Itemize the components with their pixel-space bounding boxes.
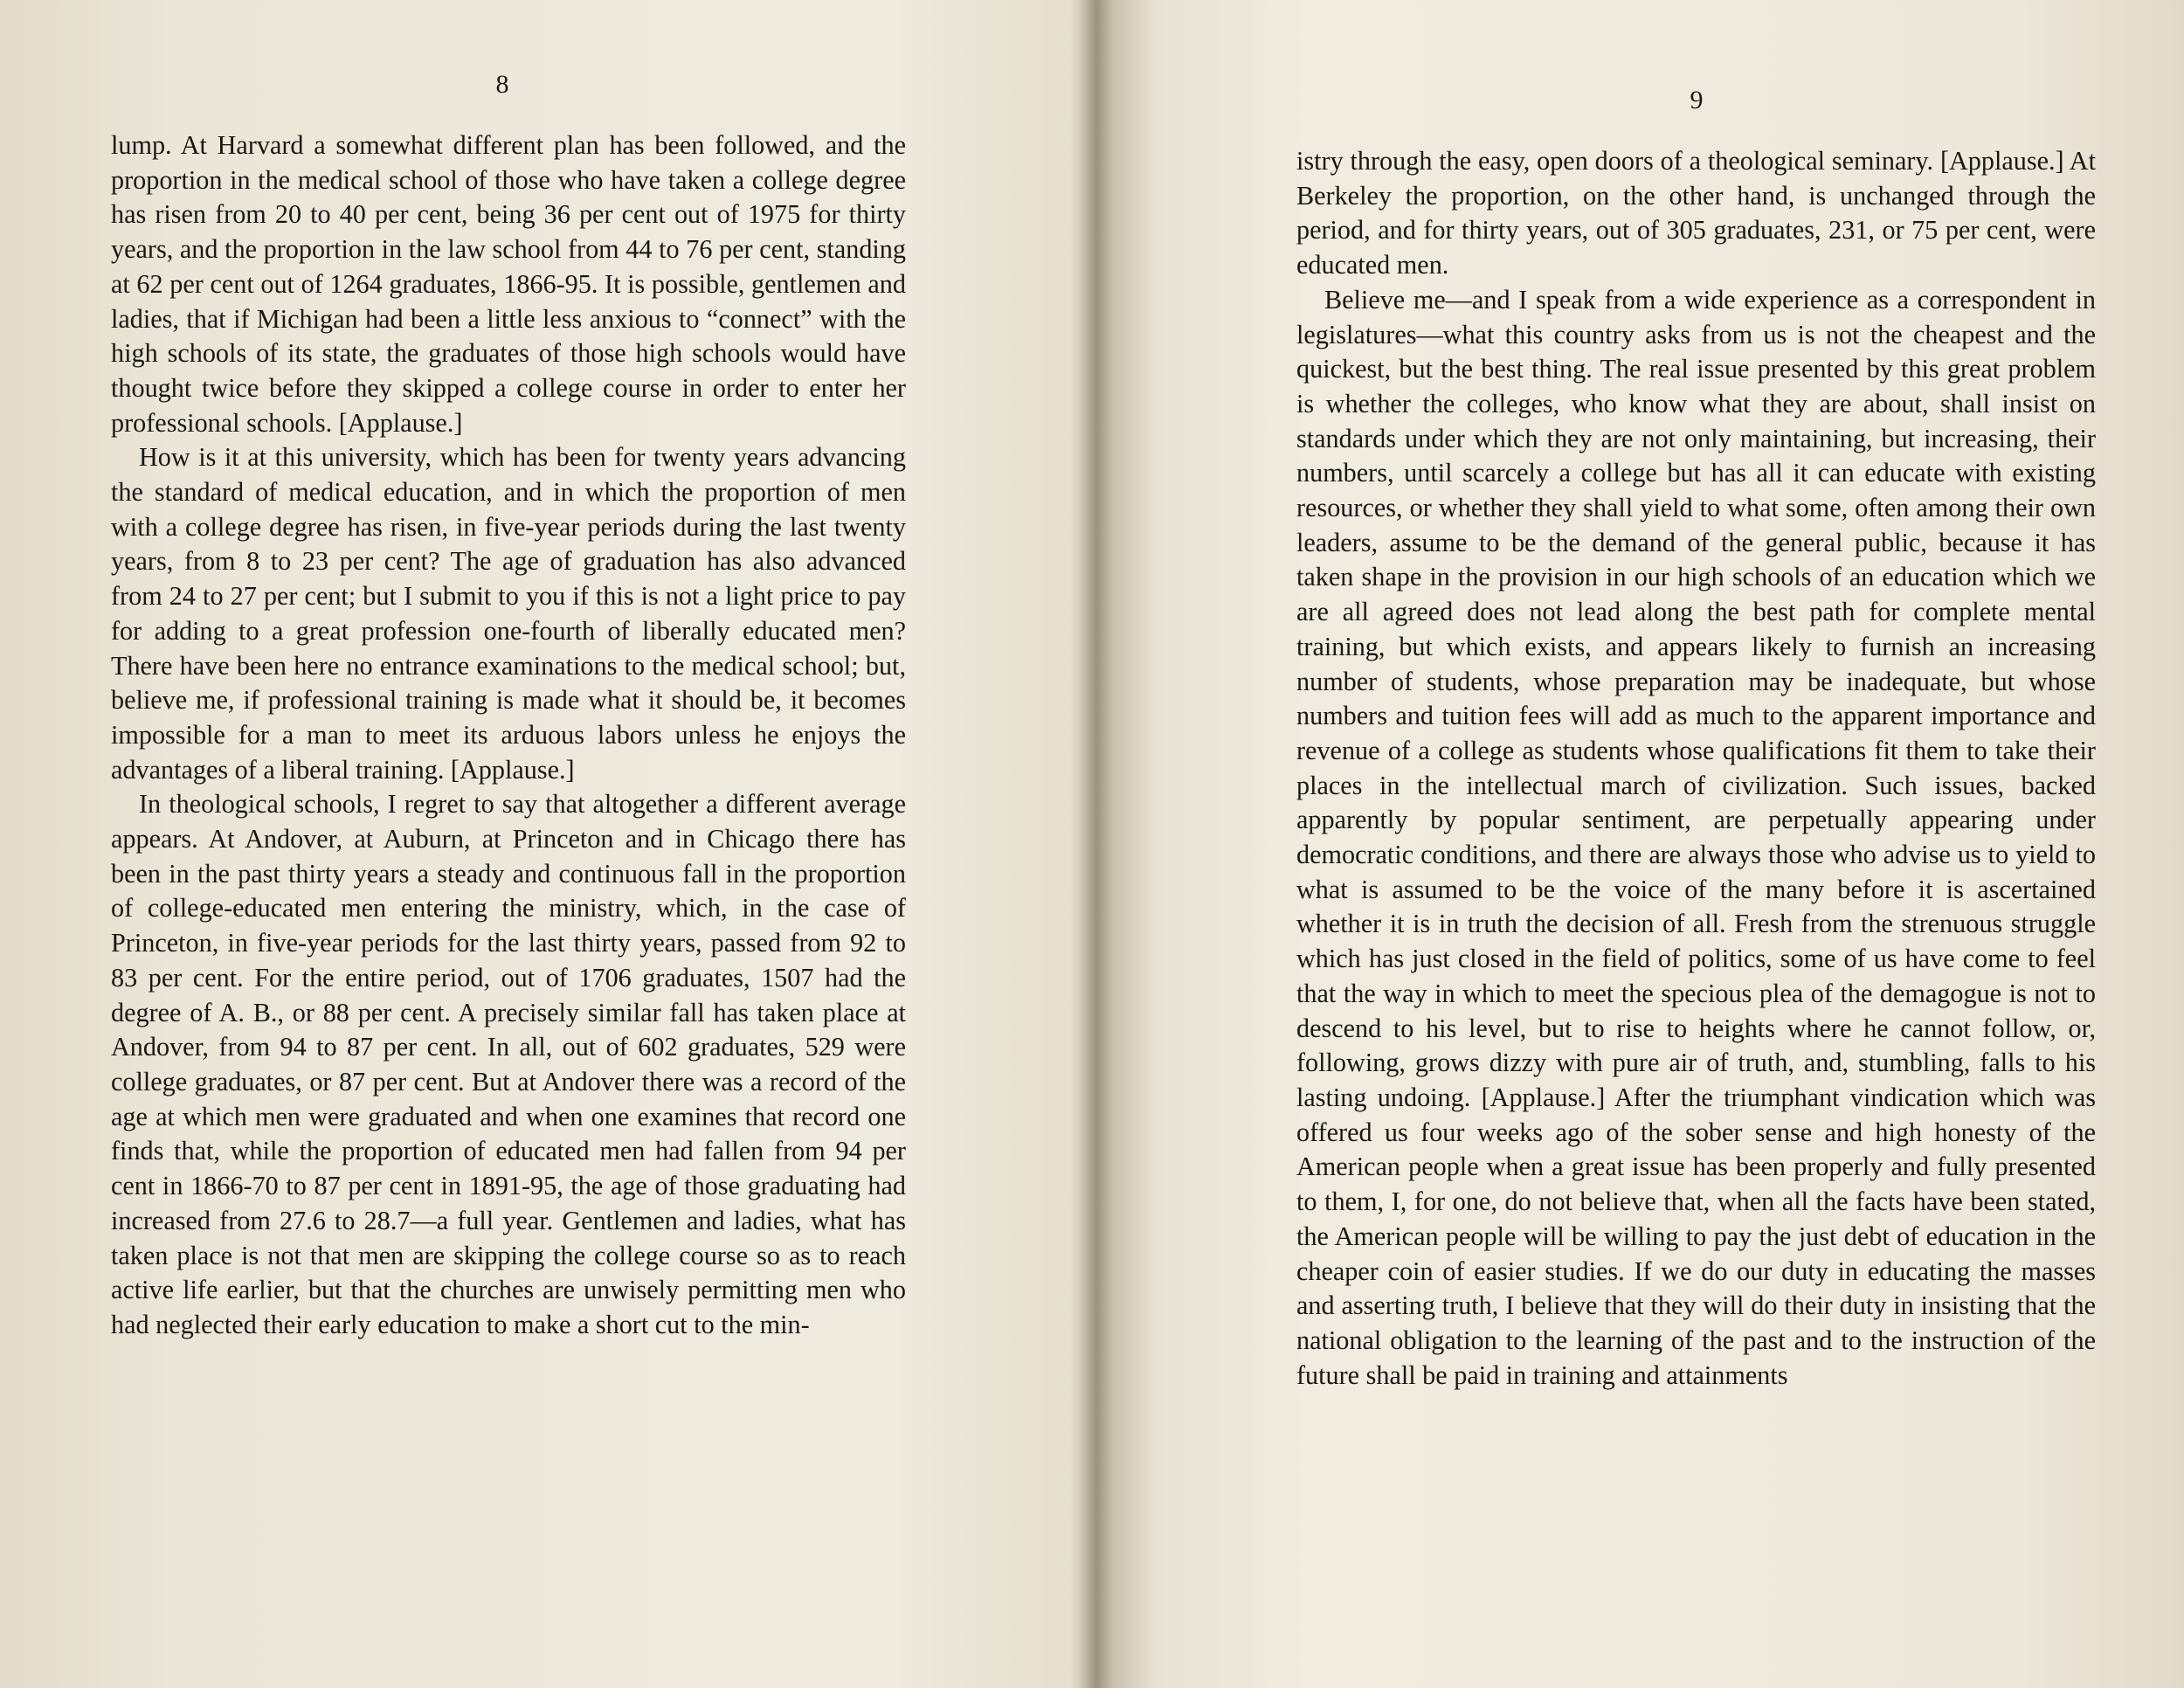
paragraph: lump. At Harvard a somewhat different plan has been followed, and the proportion in the medical school of those who have taken a college degree has risen from 20 to 40 per cent, being 36 per cent out of 1975 for thirty years, and the proportion in the law school from 44 to 76 per cent, standing at 62 per cent out of 1264 graduates, 1866-95. It is possible, gentlemen and ladies, that if Michigan had been a little less anxious to “connect” with the high schools of its state, the graduates of those high schools would have thought twice before they skipped a college course in order to enter her professional schools. [Applause.] — [111, 130, 906, 438]
page-number-left: 8 — [495, 70, 509, 99]
left-page-text — [111, 128, 906, 1343]
paragraph: istry through the easy, open doors of a theological seminary. [Applause.] At Berkeley the proportion, on the other hand, is unchanged through the period, and for thirty years, out of 305 graduates, 231, or 75 per cent, were educated men. — [1296, 146, 2096, 280]
paragraph: Believe me—and I speak from a wide experience as a correspondent in legislatures—what this country asks from us is not the cheapest and the quickest, but the best thing. The real issue presented by this great problem is whether the colleges, who know what they are about, shall insist on standards under which they are not only maintaining, but increasing, their numbers, until scarcely a college but has all it can educate with existing resources, or whether they shall yield to what some, often among their own leaders, assume to be the demand of the general public, because it has taken shape in the provision in our high schools of an education which we are all agreed does not lead along the best path for complete mental training, but which exists, and appears likely to furnish an increasing number of students, whose preparation may be inadequate, but whose numbers and tuition fees will add as much to the apparent importance and revenue of a college as students whose qualifications fit them to take their places in the intellectual march of civilization. Such issues, backed apparently by popular sentiment, are perpetually appearing under democratic conditions, and there are always those who advise us to yield to what is assumed to be the voice of the many before it is ascertained whether it is in truth the decision of all. Fresh from the strenuous struggle which has just closed in the field of politics, some of us have come to feel that the way in which to meet the specious plea of the demagogue is not to descend to his level, but to rise to heights where he cannot follow, or, following, grows dizzy with pure air of truth, and, stumbling, falls to his lasting undoing. [Applause.] After the triumphant vindication which was offered us four weeks ago of the sober sense and high honesty of the American people when a great issue has been properly and fully presented to them, I, for one, do not believe that, when all the facts have been stated, the American people will be willing to pay the just debt of education in the cheaper coin of easier studies. If we do our duty in educating the masses and asserting truth, I believe that they will do their duty in insisting that the national obligation to the learning of the past and to the instruction of the future shall be paid in training and attainments — [1296, 284, 2096, 1390]
right-page-text — [1296, 144, 2096, 1393]
paragraph: In theological schools, I regret to say that altogether a different average appears. At Andover, at Auburn, at Princeton and in Chicago there has been in the past thirty years a steady and continuous fall in the proportion of college-educated men entering the ministry, which, in the case of Princeton, in five-year periods for the last thirty years, passed from 92 to 83 per cent. For the entire period, out of 1706 graduates, 1507 had the degree of A. B., or 88 per cent. A precisely similar fall has taken place at Andover, from 94 to 87 per cent. In all, out of 602 graduates, 529 were college graduates, or 87 per cent. But at Andover there was a record of the age at which men were graduated and when one examines that record one finds that, while the proportion of educated men had fallen from 94 per cent in 1866-70 to 87 per cent in 1891-95, the age of those graduating had increased from 27.6 to 28.7—a full year. Gentlemen and ladies, what has taken place is not that men are skipping the college course so as to reach active life earlier, but that the churches are unwisely permitting men who had neglected their early education to make a short cut to the min- — [111, 789, 906, 1339]
paragraph: How is it at this university, which has been for twenty years advancing the standard of medical education, and in which the proportion of men with a college degree has risen, in five-year periods during the last twenty years, from 8 to 23 per cent? The age of graduation has also advanced from 24 to 27 per cent; but I submit to you if this is not a light price to pay for adding to a great profession one-fourth of liberally educated men? There have been here no entrance examinations to the medical school; but, believe me, if professional training is made what it should be, it becomes impossible for a man to meet its arduous labors unless he enjoys the advantages of a liberal training. [Applause.] — [111, 442, 906, 785]
page-number-right: 9 — [1690, 86, 1704, 114]
right-page — [1102, 0, 2184, 1688]
